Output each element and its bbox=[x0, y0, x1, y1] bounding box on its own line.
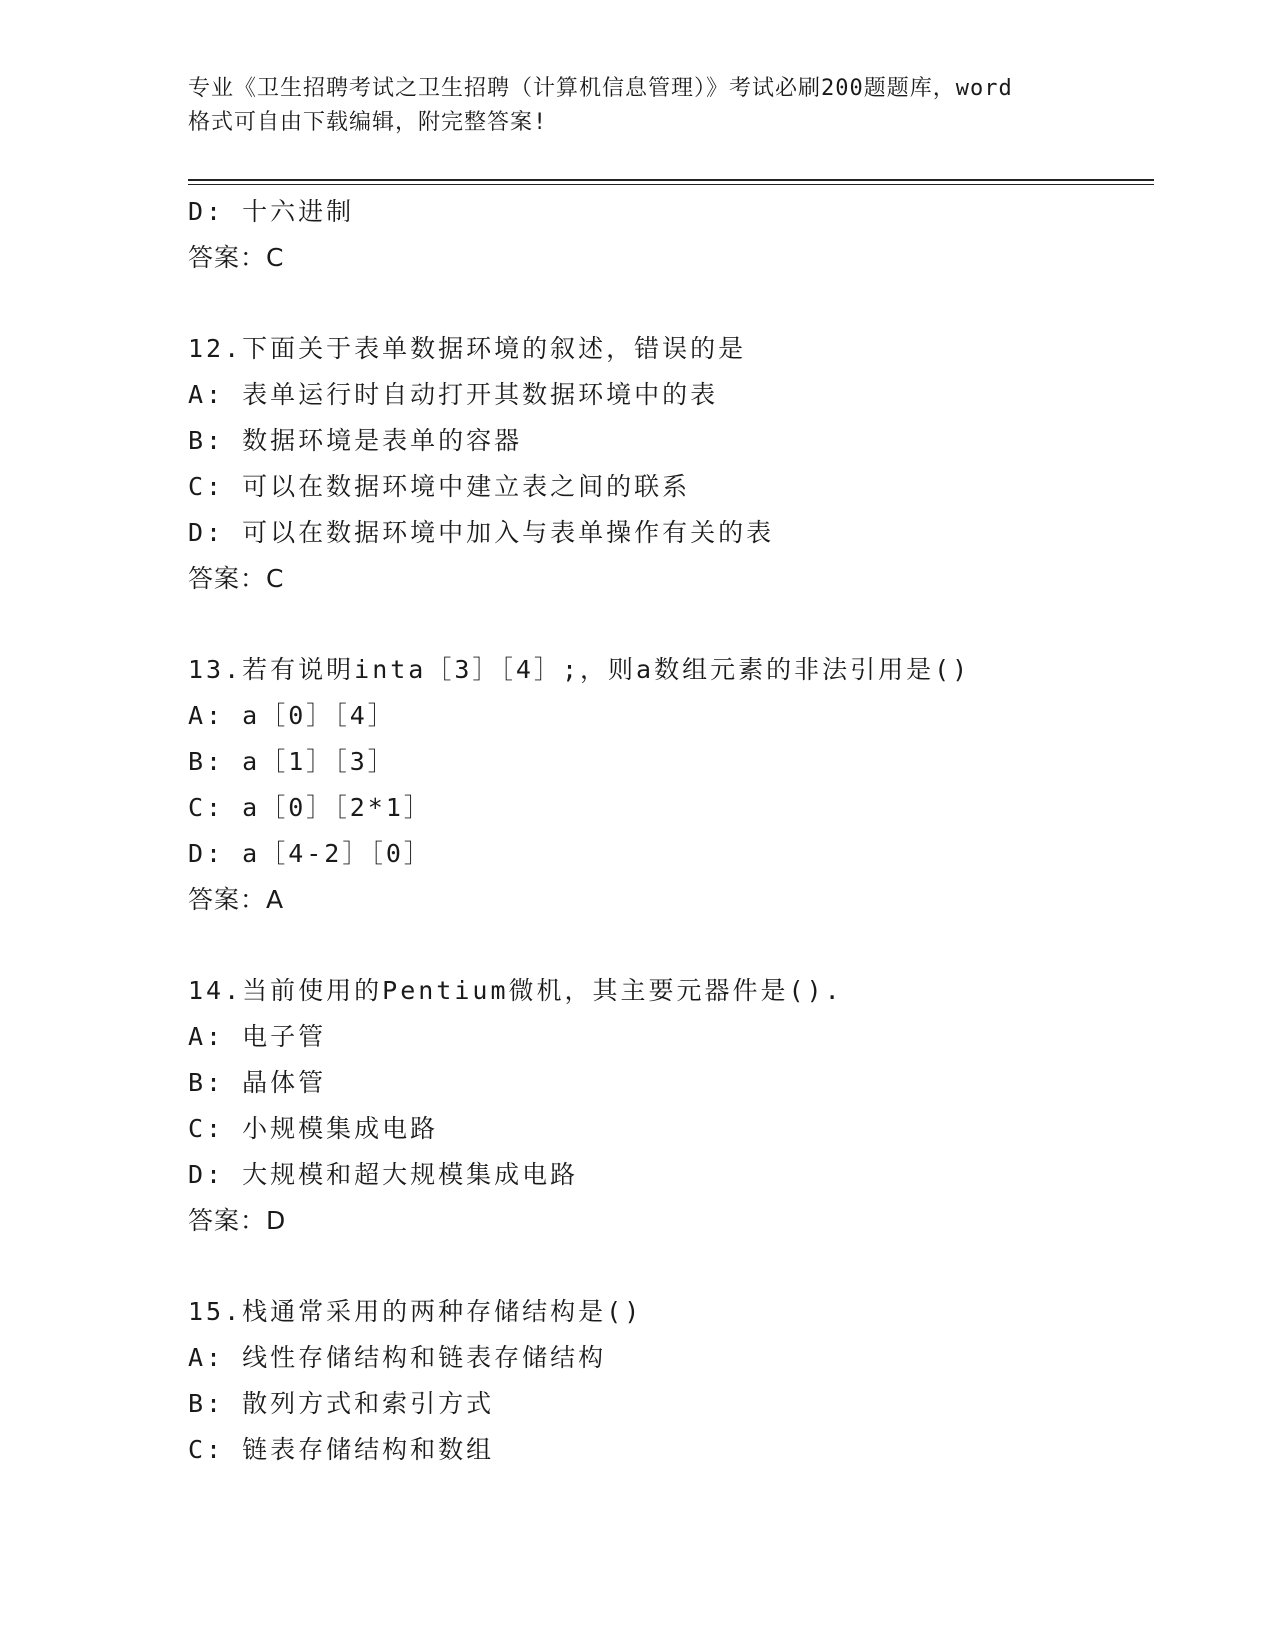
option-a: A: 线性存储结构和链表存储结构 bbox=[188, 1343, 607, 1372]
option-b: B: 晶体管 bbox=[188, 1068, 327, 1097]
option-c: C: 小规模集成电路 bbox=[188, 1114, 439, 1143]
option-d: D: 大规模和超大规模集成电路 bbox=[188, 1160, 579, 1189]
option-c: C: 链表存储结构和数组 bbox=[188, 1435, 495, 1464]
option-a: A: a［0］［4］ bbox=[188, 701, 396, 730]
option-d: D: 可以在数据环境中加入与表单操作有关的表 bbox=[188, 518, 775, 547]
question-stem: 12.下面关于表单数据环境的叙述，错误的是 bbox=[188, 334, 747, 363]
option-b: B: 数据环境是表单的容器 bbox=[188, 426, 523, 455]
question-stem: 14.当前使用的Pentium微机，其主要元器件是(). bbox=[188, 976, 843, 1005]
header-line-1: 专业《卫生招聘考试之卫生招聘（计算机信息管理）》考试必刷200题题库，word bbox=[188, 76, 1013, 101]
option-a: A: 表单运行时自动打开其数据环境中的表 bbox=[188, 380, 719, 409]
header-divider-top bbox=[188, 179, 1154, 181]
answer: 答案：A bbox=[188, 885, 285, 914]
header-divider-bottom bbox=[188, 184, 1154, 185]
answer: 答案：D bbox=[188, 1206, 287, 1235]
option-d: D: a［4-2］［0］ bbox=[188, 839, 432, 868]
option-d: D: 十六进制 bbox=[188, 197, 355, 226]
option-a: A: 电子管 bbox=[188, 1022, 327, 1051]
question-stem: 15.栈通常采用的两种存储结构是() bbox=[188, 1297, 643, 1326]
page-header bbox=[188, 72, 1088, 140]
answer: 答案：C bbox=[188, 564, 285, 593]
option-b: B: a［1］［3］ bbox=[188, 747, 396, 776]
answer: 答案：C bbox=[188, 243, 285, 272]
question-list bbox=[188, 189, 1148, 1473]
option-c: C: a［0］［2*1］ bbox=[188, 793, 432, 822]
header-line-2: 格式可自由下载编辑，附完整答案! bbox=[188, 110, 548, 135]
question-stem: 13.若有说明inta［3］［4］;，则a数组元素的非法引用是() bbox=[188, 655, 971, 684]
option-b: B: 散列方式和索引方式 bbox=[188, 1389, 495, 1418]
option-c: C: 可以在数据环境中建立表之间的联系 bbox=[188, 472, 691, 501]
